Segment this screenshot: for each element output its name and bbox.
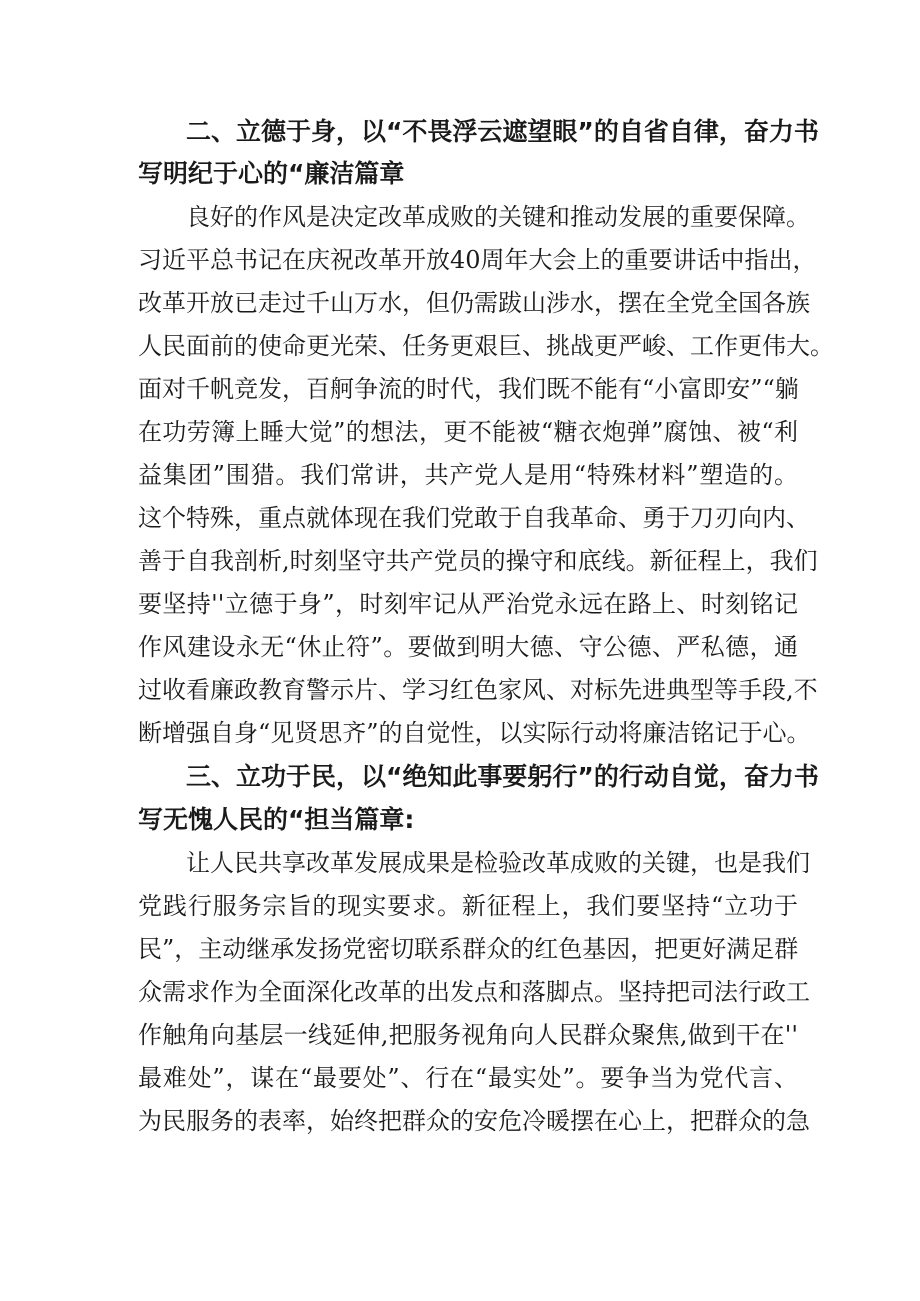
paragraph-line: 益集团”围猎。我们常讲，共产党人是用“特殊材料”塑造的。 (138, 461, 798, 489)
paragraph-line: 民”，主动继承发扬党密切联系群众的红色基因，把更好满足群 (138, 935, 799, 963)
paragraph-line: 面对千帆竞发，百舸争流的时代，我们既不能有“小富即安”“躺 (138, 375, 799, 403)
paragraph-line: 人民面前的使命更光荣、任务更艰巨、挑战更严峻、工作更伟大。 (138, 332, 834, 360)
paragraph-line: 要坚持''立德于身”，时刻牢记从严治党永远在路上、时刻铭记 (138, 590, 798, 618)
paragraph-line: 作触角向基层一线延伸,把服务视角向人民群众聚焦,做到干在'' (138, 1021, 798, 1049)
paragraph-line: 良好的作风是决定改革成败的关键和推动发展的重要保障。 (186, 203, 810, 231)
paragraph-line: 这个特殊，重点就体现在我们党敢于自我革命、勇于刀刃向内、 (138, 504, 810, 532)
paragraph-line: 作风建设永无“休止符”。要做到明大德、守公德、严私德，通 (138, 633, 798, 661)
paragraph-line: 众需求作为全面深化改革的出发点和落脚点。坚持把司法行政工 (138, 978, 810, 1006)
paragraph-line: 在功劳簿上睡大觉”的想法，更不能被“糖衣炮弹”腐蚀、被“利 (138, 418, 798, 446)
section-heading: 写明纪于心的“廉洁篇章 (138, 159, 405, 188)
paragraph-line: 党践行服务宗旨的现实要求。新征程上，我们要坚持“立功于 (138, 892, 798, 920)
section-heading: 二、立德于身，以“不畏浮云遮望眼”的自省自律，奋力书 (186, 117, 819, 146)
paragraph-line: 让人民共享改革发展成果是检验改革成败的关键，也是我们 (186, 849, 810, 877)
paragraph-line: 习近平总书记在庆祝改革开放40周年大会上的重要讲话中指出， (138, 246, 817, 274)
paragraph-line: 断增强自身“见贤思齐”的自觉性，以实际行动将廉洁铭记于心。 (138, 719, 811, 747)
paragraph-line: 过收看廉政教育警示片、学习红色家风、对标先进典型等手段,不 (138, 676, 818, 704)
section-heading: 三、立功于民，以“绝知此事要躬行”的行动自觉，奋力书 (186, 762, 819, 791)
paragraph-line: 为民服务的表率，始终把群众的安危冷暖摆在心上，把群众的急 (138, 1107, 810, 1135)
paragraph-line: 最难处”，谋在“最要处”、行在“最实处”。要争当为党代言、 (138, 1064, 798, 1092)
paragraph-line: 善于自我剖析,时刻坚守共产党员的操守和底线。新征程上，我们 (138, 547, 818, 575)
section-heading: 写无愧人民的“担当篇章: (138, 805, 415, 834)
paragraph-line: 改革开放已走过千山万水，但仍需跋山涉水，摆在全党全国各族 (138, 289, 810, 317)
